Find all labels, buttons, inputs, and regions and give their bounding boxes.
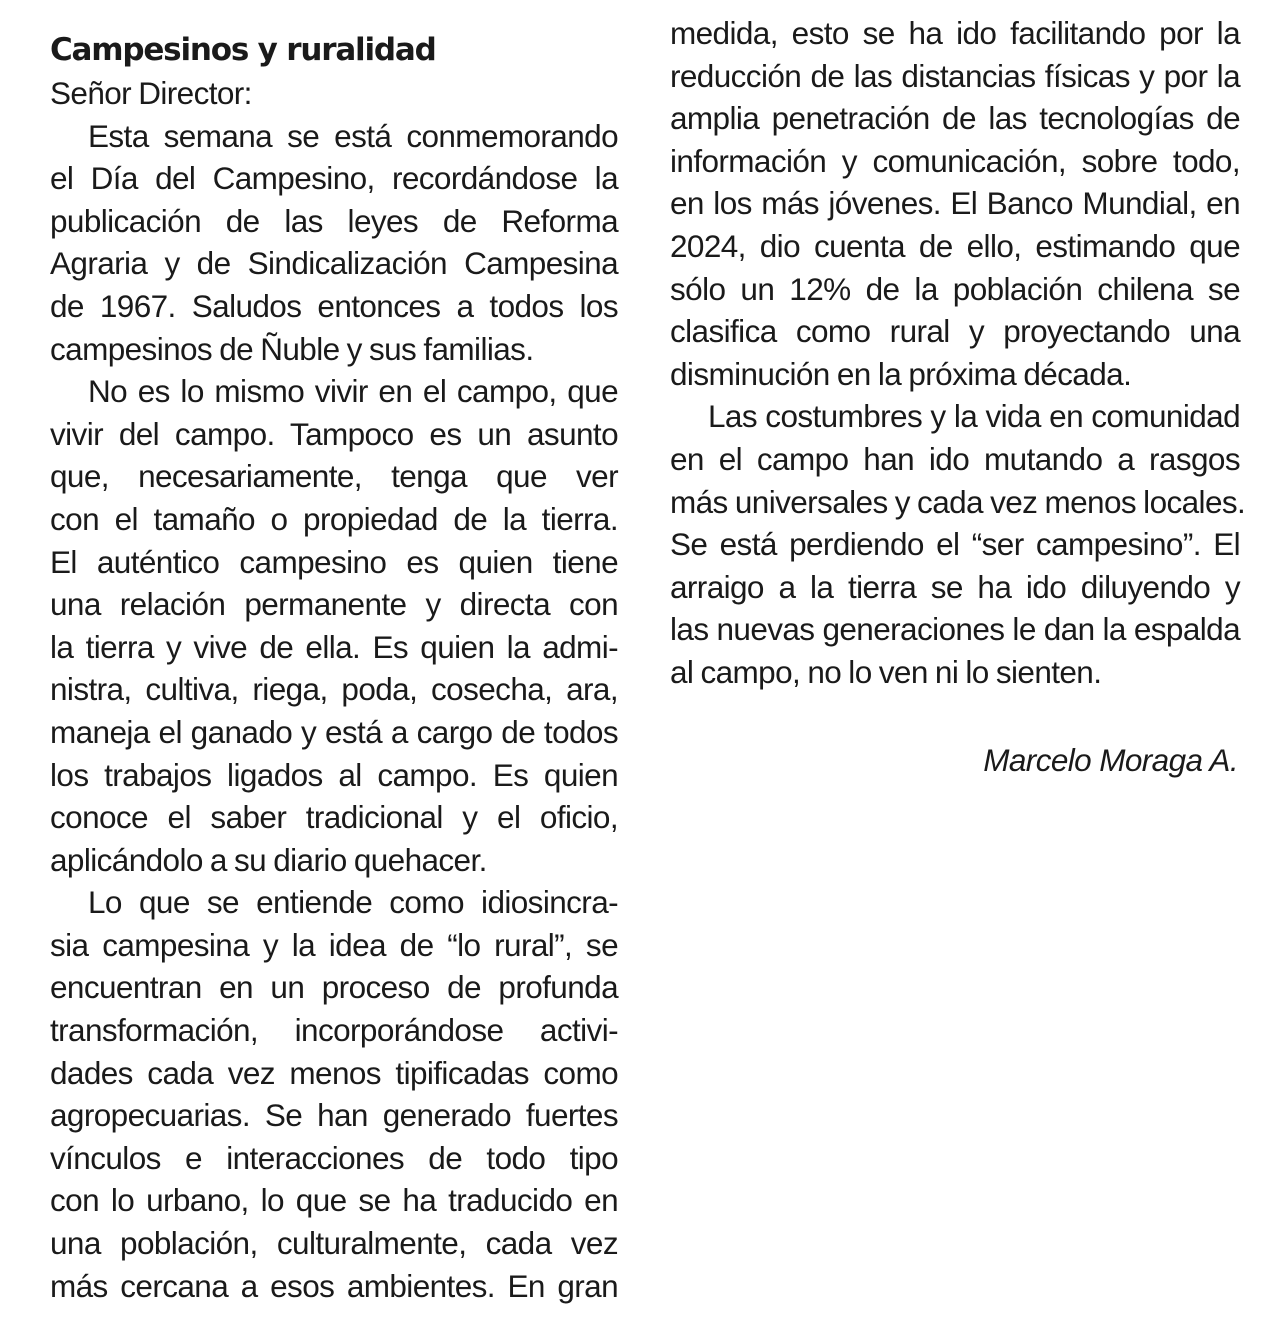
text-line: en los más jóvenes. El Banco Mundial, en xyxy=(670,185,1240,222)
text-line: en el campo han ido mutando a rasgos xyxy=(670,440,1240,477)
letter-signature: Marcelo Moraga A. xyxy=(983,742,1238,778)
text-line: amplia penetración de las tecnologías de xyxy=(670,100,1240,137)
text-line: Se está perdiendo el “ser campesino”. El xyxy=(670,526,1240,563)
text-line: reducción de las distancias físicas y por la xyxy=(670,57,1240,94)
text-line: una relación permanente y directa con xyxy=(50,586,618,623)
text-line: Lo que se entiende como idiosincra- xyxy=(88,884,618,921)
text-line: con lo urbano, lo que se ha traducido en xyxy=(50,1182,618,1219)
text-line: encuentran en un proceso de profunda xyxy=(50,969,618,1006)
text-line: sia campesina y la idea de “lo rural”, se xyxy=(50,926,618,963)
text-line: la tierra y vive de ella. Es quien la admi- xyxy=(50,628,618,665)
text-line: Esta semana se está conmemorando xyxy=(88,117,618,154)
text-line: campesinos de Ñuble y sus familias. xyxy=(50,330,534,367)
text-line: arraigo a la tierra se ha ido diluyendo y xyxy=(670,568,1240,605)
text-line: los trabajos ligados al campo. Es quien xyxy=(50,756,618,793)
text-line: Las costumbres y la vida en comunidad xyxy=(708,398,1240,435)
text-line: medida, esto se ha ido facilitando por la xyxy=(670,15,1240,51)
text-line: maneja el ganado y está a cargo de todos xyxy=(50,713,618,750)
text-line: agropecuarias. Se han generado fuertes xyxy=(50,1097,618,1134)
text-line: información y comunicación, sobre todo, xyxy=(670,142,1240,179)
text-line: transformación, incorporándose activi- xyxy=(50,1012,618,1049)
text-line: clasifica como rural y proyectando una xyxy=(670,313,1240,350)
text-line: dades cada vez menos tipificadas como xyxy=(50,1054,618,1091)
text-line: disminución en la próxima década. xyxy=(670,355,1132,392)
text-line: El auténtico campesino es quien tiene xyxy=(50,543,618,580)
text-line: con el tamaño o propiedad de la tierra. xyxy=(50,500,618,537)
text-line: conoce el saber tradicional y el oficio, xyxy=(50,799,618,836)
letter-title: Campesinos y ruralidad xyxy=(50,32,436,68)
text-line: más cercana a esos ambientes. En gran xyxy=(50,1267,618,1304)
text-line: que, necesariamente, tenga que ver xyxy=(50,458,618,495)
text-line: publicación de las leyes de Reforma xyxy=(50,202,618,239)
text-line: más universales y cada vez menos locales. xyxy=(670,483,1246,520)
letter-column-left xyxy=(50,72,618,1307)
text-line: nistra, cultiva, riega, poda, cosecha, ara, xyxy=(50,671,618,708)
right-column-body xyxy=(670,12,1246,694)
left-column-body xyxy=(50,115,618,1308)
text-line: 2024, dio cuenta de ello, estimando que xyxy=(670,227,1240,264)
letter-column-right xyxy=(670,12,1246,694)
text-line: vínculos e interacciones de todo tipo xyxy=(50,1139,618,1176)
text-line: Agraria y de Sindicalización Campesina xyxy=(50,245,618,282)
text-line: el Día del Campesino, recordándose la xyxy=(50,160,618,197)
text-line: No es lo mismo vivir en el campo, que xyxy=(88,373,618,410)
letter-salutation: Señor Director: xyxy=(50,75,252,111)
text-line: una población, culturalmente, cada vez xyxy=(50,1225,618,1262)
text-line: sólo un 12% de la población chilena se xyxy=(670,270,1240,307)
text-line: al campo, no lo ven ni lo sienten. xyxy=(670,653,1102,690)
text-line: las nuevas generaciones le dan la espalda xyxy=(670,611,1240,648)
text-line: vivir del campo. Tampoco es un asunto xyxy=(50,415,618,452)
text-line: de 1967. Saludos entonces a todos los xyxy=(50,287,618,324)
text-line: aplicándolo a su diario quehacer. xyxy=(50,841,487,878)
